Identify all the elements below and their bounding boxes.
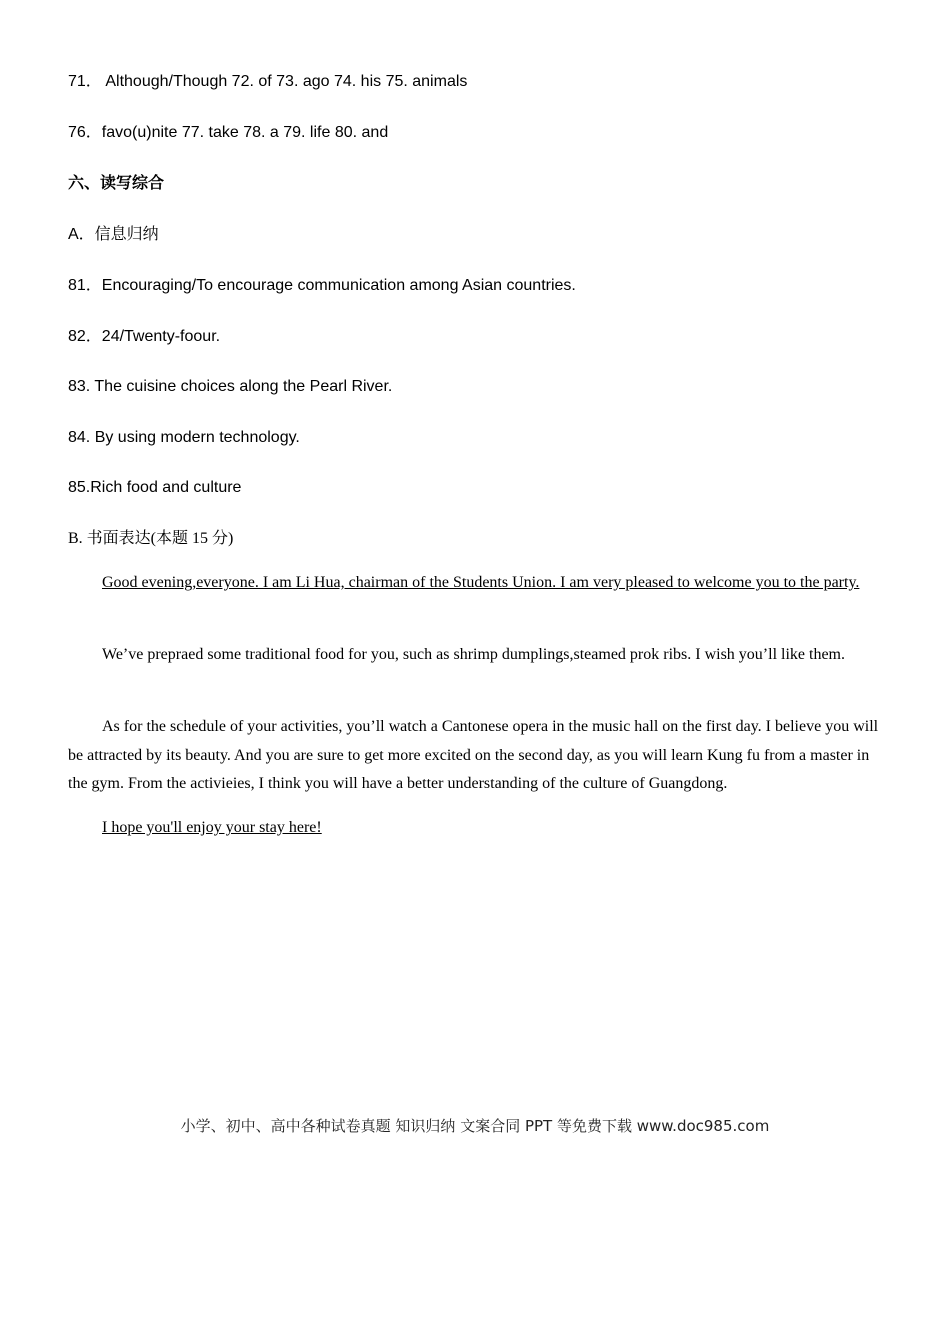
answers-76-80: 76．favo(u)nite 77. take 78. a 79. life 80. and xyxy=(68,124,389,141)
section-title: 六、读写综合 xyxy=(68,175,165,192)
answer-83: 83. The cuisine choices along the Pearl River. xyxy=(68,378,393,395)
essay-opening xyxy=(68,569,880,598)
answer-82: 82．24/Twenty-foour. xyxy=(68,328,221,345)
answer-84: 84. By using modern technology. xyxy=(68,429,300,446)
essay-closing-text: I hope you'll enjoy your stay here! xyxy=(102,819,322,836)
essay-paragraph-3: As for the schedule of your activities, you’ll watch a Cantonese opera in the music hall on the first day. I believe you will be attracted by its beauty. And you are sure to get more excited on the second day, as you will learn Kung fu from a master in the gym. From the activieies, I think you will have a better understanding of the culture of Guangdong. xyxy=(68,718,879,792)
part-a-heading: A．信息归纳 xyxy=(68,226,159,243)
answer-81: 81．Encouraging/To encourage communication among Asian countries. xyxy=(68,277,576,294)
essay-paragraph-2: We’ve prepraed some traditional food for you, such as shrimp dumplings,steamed prok ribs. I wish you’ll like them. xyxy=(102,646,845,663)
essay-opening-text: Good evening,everyone. I am Li Hua, chairman of the Students Union. I am very pleased to welcome you to the party. xyxy=(102,574,860,591)
essay-closing xyxy=(68,814,880,843)
part-b-heading: B. 书面表达(本题 15 分) xyxy=(68,530,234,547)
answers-71-75: 71． Although/Though 72. of 73. ago 74. his 75. animals xyxy=(68,73,468,90)
answer-85: 85.Rich food and culture xyxy=(68,479,242,496)
page-footer: 小学、初中、高中各种试卷真题 知识归纳 文案合同 PPT 等免费下载 www.doc985.com xyxy=(180,1117,770,1135)
